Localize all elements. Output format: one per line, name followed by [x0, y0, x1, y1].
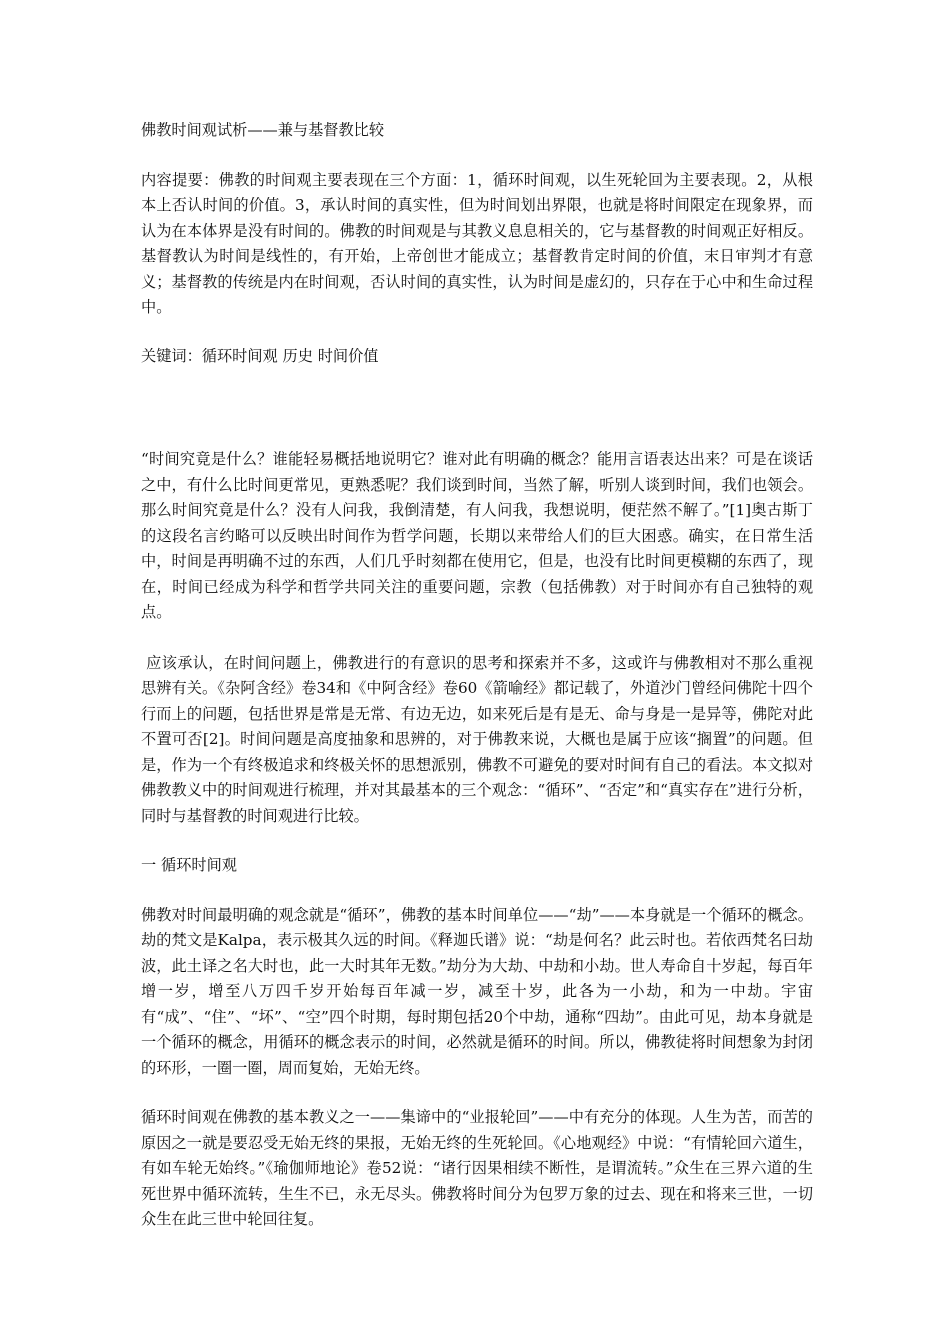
body-paragraph-2: 应该承认，在时间问题上，佛教进行的有意识的思考和探索并不多，这或许与佛教相对不那么重视思辨有关。《杂阿含经》卷34和《中阿含经》卷60《箭喻经》都记载了，外道沙门曾经问佛陀十四个行而上的问题，包括世界是常是无常、有边无边，如来死后是有是无、命与身是一是异等，佛陀对此不置可否[2]。时间问题是高度抽象和思辨的，对于佛教来说，大概也是属于应该“搁置”的问题。但是，作为一个有终极追求和终极关怀的思想派别，佛教不可避免的要对时间有自己的看法。本文拟对佛教教义中的时间观进行梳理，并对其最基本的三个观念：“循环”、“否定”和“真实存在”进行分析，同时与基督教的时间观进行比较。 — [141, 653, 813, 825]
document-page — [141, 118, 813, 1233]
body-paragraph-1: “时间究竟是什么？谁能轻易概括地说明它？谁对此有明确的概念？能用言语表达出来？可是在谈话之中，有什么比时间更常见，更熟悉呢？我们谈到时间，当然了解，听别人谈到时间，我们也领会。那么时间究竟是什么？没有人问我，我倒清楚，有人问我，我想说明，便茫然不解了。”[1]奥古斯丁的这段名言约略可以反映出时间作为哲学问题，长期以来带给人们的巨大困惑。确实，在日常生活中，时间是再明确不过的东西，人们几乎时刻都在使用它，但是，也没有比时间更模糊的东西了，现在，时间已经成为科学和哲学共同关注的重要问题，宗教（包括佛教）对于时间亦有自己独特的观点。 — [141, 450, 813, 621]
abstract-paragraph: 内容提要：佛教的时间观主要表现在三个方面：1，循环时间观，以生死轮回为主要表现。2，从根本上否认时间的价值。3，承认时间的真实性，但为时间划出界限，也就是将时间限定在现象界，而认为在本体界是没有时间的。佛教的时间观是与其教义息息相关的，它与基督教的时间观正好相反。基督教认为时间是线性的，有开始，上帝创世才能成立；基督教肯定时间的价值，末日审判才有意义；基督教的传统是内在时间观，否认时间的真实性，认为时间是虚幻的，只存在于心中和生命过程中。 — [141, 170, 813, 316]
body-paragraph-3: 佛教对时间最明确的观念就是“循环”，佛教的基本时间单位——“劫”——本身就是一个循环的概念。劫的梵文是Kalpa，表示极其久远的时间。《释迦氏谱》说：“劫是何名？此云时也。若依西梵名曰劫波，此土译之名大时也，此一大时其年无数。”劫分为大劫、中劫和小劫。世人寿命自十岁起，每百年增一岁，增至八万四千岁开始每百年减一岁，减至十岁，此各为一小劫，和为一中劫。宇宙有“成”、“住”、“坏”、“空”四个时期，每时期包括20个中劫，通称“四劫”。由此可见，劫本身就是一个循环的概念，用循环的概念表示的时间，必然就是循环的时间。所以，佛教徒将时间想象为封闭的环形，一圈一圈，周而复始，无始无终。 — [141, 905, 813, 1077]
document-title: 佛教时间观试析——兼与基督教比较 — [141, 121, 384, 139]
section-heading: 一 循环时间观 — [141, 856, 237, 874]
keywords-line: 关键词：循环时间观 历史 时间价值 — [141, 346, 379, 365]
body-paragraph-4: 循环时间观在佛教的基本教义之一——集谛中的“业报轮回”——中有充分的体现。人生为苦，而苦的原因之一就是要忍受无始无终的果报，无始无终的生死轮回。《心地观经》中说：“有情轮回六道生，有如车轮无始终。”《瑜伽师地论》卷52说：“诸行因果相续不断性，是谓流转。”众生在三界六道的生死世界中循环流转，生生不已，永无尽头。佛教将时间分为包罗万象的过去、现在和将来三世，一切众生在此三世中轮回往复。 — [141, 1108, 813, 1228]
